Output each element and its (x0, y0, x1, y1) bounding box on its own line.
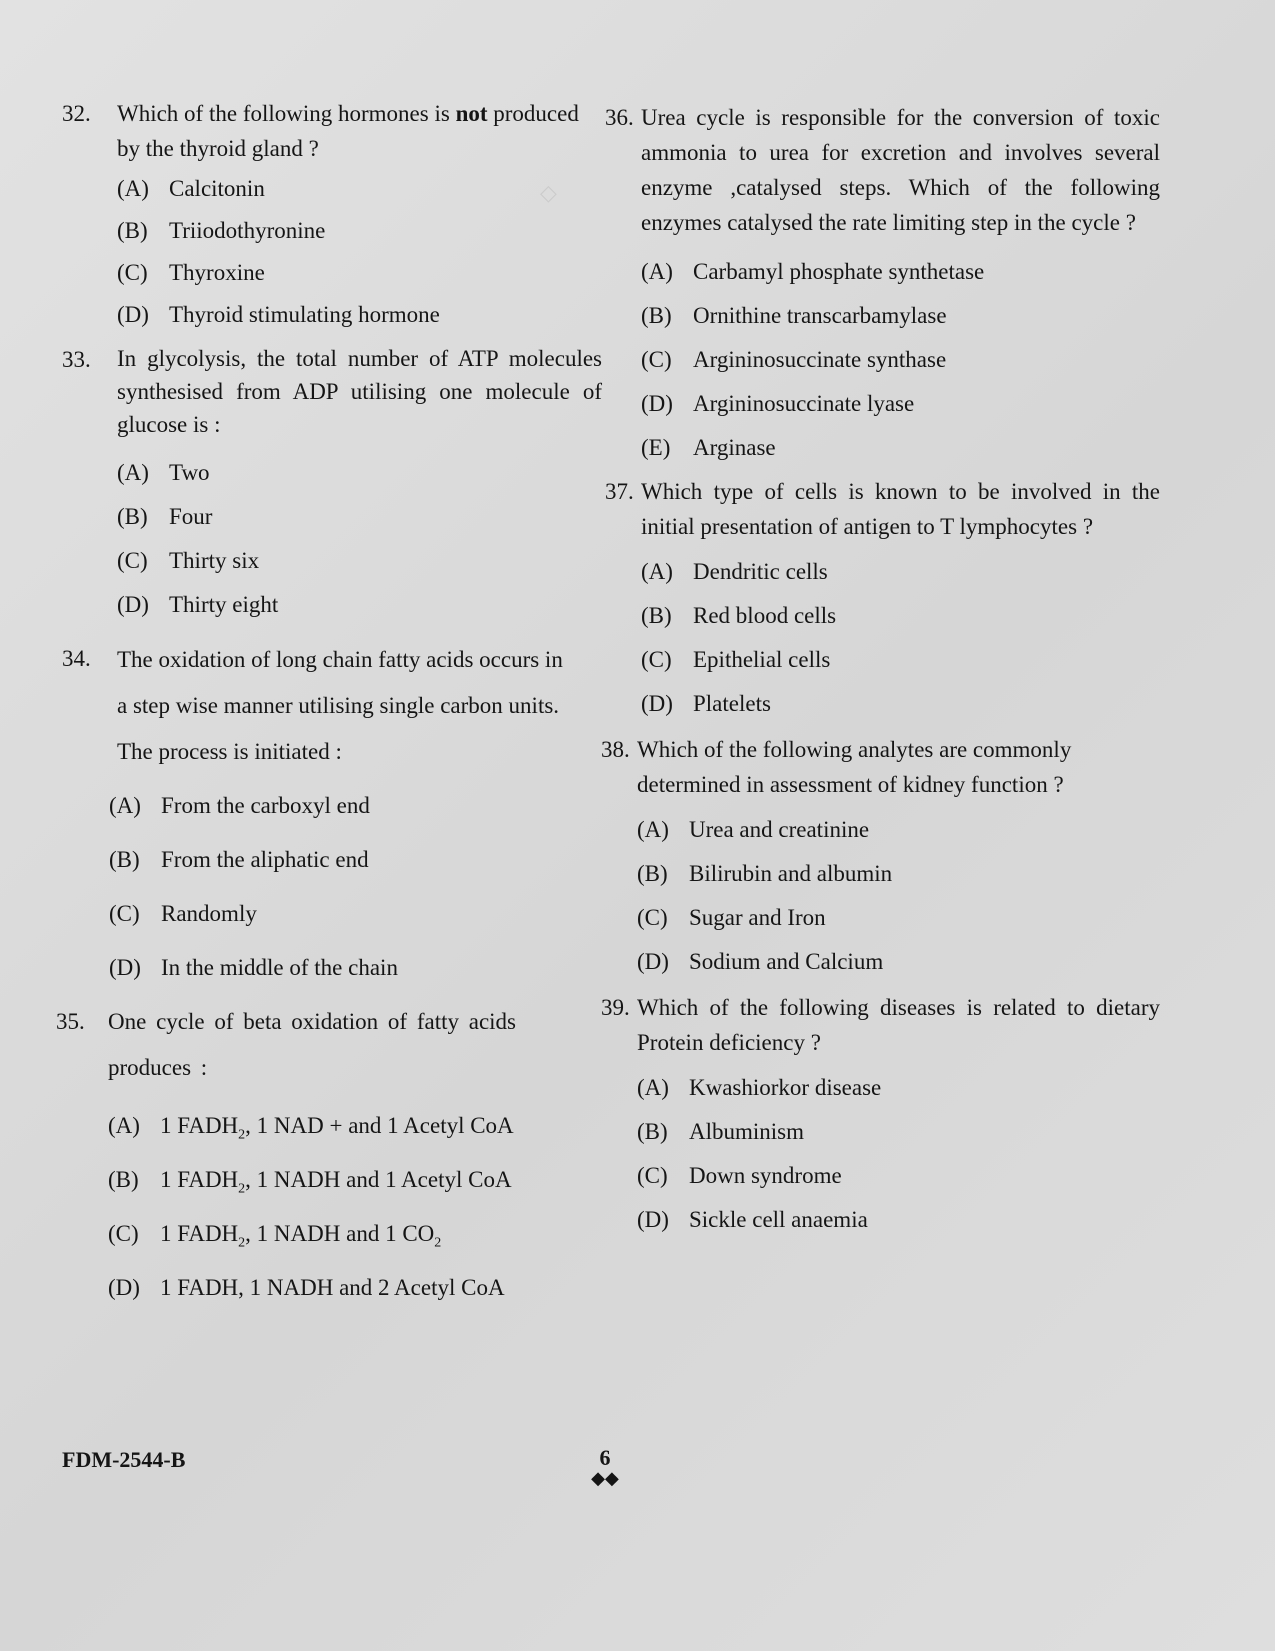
question-number: 38. (601, 737, 630, 762)
option-b: (B) Red blood cells (641, 603, 837, 628)
question-text: The oxidation of long chain fatty acids occurs in a step wise manner utilising single carbon units. The process is initiated : (117, 647, 563, 764)
option-d: (D) Argininosuccinate lyase (641, 391, 915, 416)
question-33 (62, 342, 602, 627)
question-text: Which type of cells is known to be involved in the initial presentation of antigen to T lymphocytes ? (641, 479, 1160, 539)
left-column (56, 96, 602, 1315)
question-34 (62, 637, 602, 995)
options-list (637, 1066, 1160, 1242)
question-38 (601, 732, 1160, 984)
option-d: (D) Thyroid stimulating hormone (117, 302, 440, 327)
question-39 (601, 990, 1160, 1242)
options-list (641, 550, 1160, 726)
question-number: 33. (62, 347, 91, 372)
question-35 (56, 999, 602, 1315)
question-36 (605, 100, 1160, 470)
option-d: (D) Thirty eight (117, 592, 279, 617)
options-list (117, 451, 602, 627)
question-number: 35. (56, 1009, 85, 1034)
option-a: (A) Two (117, 460, 210, 485)
option-c: (C) Down syndrome (637, 1163, 842, 1188)
question-37 (605, 474, 1160, 726)
show-through-text: ◇ (540, 180, 557, 205)
question-number: 39. (601, 995, 630, 1020)
question-number: 32. (62, 101, 91, 126)
emphasis-not: not (455, 101, 488, 126)
option-b: (B) Four (117, 504, 213, 529)
option-d: (D) In the middle of the chain (109, 955, 398, 980)
option-c: (C) Thyroxine (117, 260, 265, 285)
option-d: (D) Sickle cell anaemia (637, 1207, 868, 1232)
option-a: (A) From the carboxyl end (109, 793, 370, 818)
page-number: 6 (599, 1445, 611, 1470)
option-a: (A) Urea and creatinine (637, 817, 870, 842)
options-list (117, 168, 602, 336)
option-a: (A) 1 $FADH_2$, 1 NAD + and 1 Acetyl CoA (108, 1113, 514, 1143)
options-list (108, 1099, 602, 1315)
option-b: (B) Ornithine transcarbamylase (641, 303, 947, 328)
question-text: Which of the following diseases is related to dietary Protein deficiency ? (637, 995, 1160, 1055)
question-number: 36. (605, 105, 634, 130)
option-a: (A) Kwashiorkor disease (637, 1075, 882, 1100)
question-number: 37. (605, 479, 634, 504)
option-c: (C) Thirty six (117, 548, 260, 573)
diamond-ornament-icon: ◆◆ (591, 1468, 619, 1488)
option-b: (B) From the aliphatic end (109, 847, 369, 872)
option-b: (B) Bilirubin and albumin (637, 861, 893, 886)
option-c: (C) 1 $FADH_2$, 1 NADH and 1 $CO_2$ (108, 1221, 442, 1251)
option-c: (C) Sugar and Iron (637, 905, 826, 930)
option-c: (C) Randomly (109, 901, 257, 926)
right-column (601, 100, 1160, 1242)
question-text: In glycolysis, the total number of ATP molecules synthesised from ADP utilising one molecule of glucose is : (117, 346, 602, 437)
option-d: (D) Sodium and Calcium (637, 949, 884, 974)
options-list (109, 779, 602, 995)
question-text: One cycle of beta oxidation of fatty acids produces : (108, 1009, 516, 1080)
options-list (641, 250, 1160, 470)
option-b: (B) 1 $FADH_2$, 1 NADH and 1 Acetyl CoA (108, 1167, 512, 1197)
option-e: (E) Arginase (641, 435, 776, 460)
question-number: 34. (62, 646, 91, 671)
option-d: (D) 1 FADH, 1 NADH and 2 Acetyl CoA (108, 1275, 505, 1300)
option-a: (A) Carbamyl phosphate synthetase (641, 259, 985, 284)
booklet-code: FDM-2544-B (62, 1447, 186, 1472)
option-a: (A) Dendritic cells (641, 559, 828, 584)
option-b: (B) Albuminism (637, 1119, 805, 1144)
option-a: (A) Calcitonin (117, 176, 265, 201)
question-text: Which of the following analytes are commonly determined in assessment of kidney function ? (637, 737, 1072, 797)
option-c: (C) Epithelial cells (641, 647, 831, 672)
question-text: Which of the following hormones is not produced by the thyroid gland ? (117, 101, 579, 161)
options-list (637, 808, 1160, 984)
question-text: Urea cycle is responsible for the conversion of toxic ammonia to urea for excretion and involves several enzyme ,catalysed steps. Which of the following enzymes catalysed the rate limiting step in the cycle ? (641, 105, 1160, 235)
option-c: (C) Argininosuccinate synthase (641, 347, 947, 372)
question-32 (62, 96, 602, 336)
option-b: (B) Triiodothyronine (117, 218, 326, 243)
option-d: (D) Platelets (641, 691, 771, 716)
